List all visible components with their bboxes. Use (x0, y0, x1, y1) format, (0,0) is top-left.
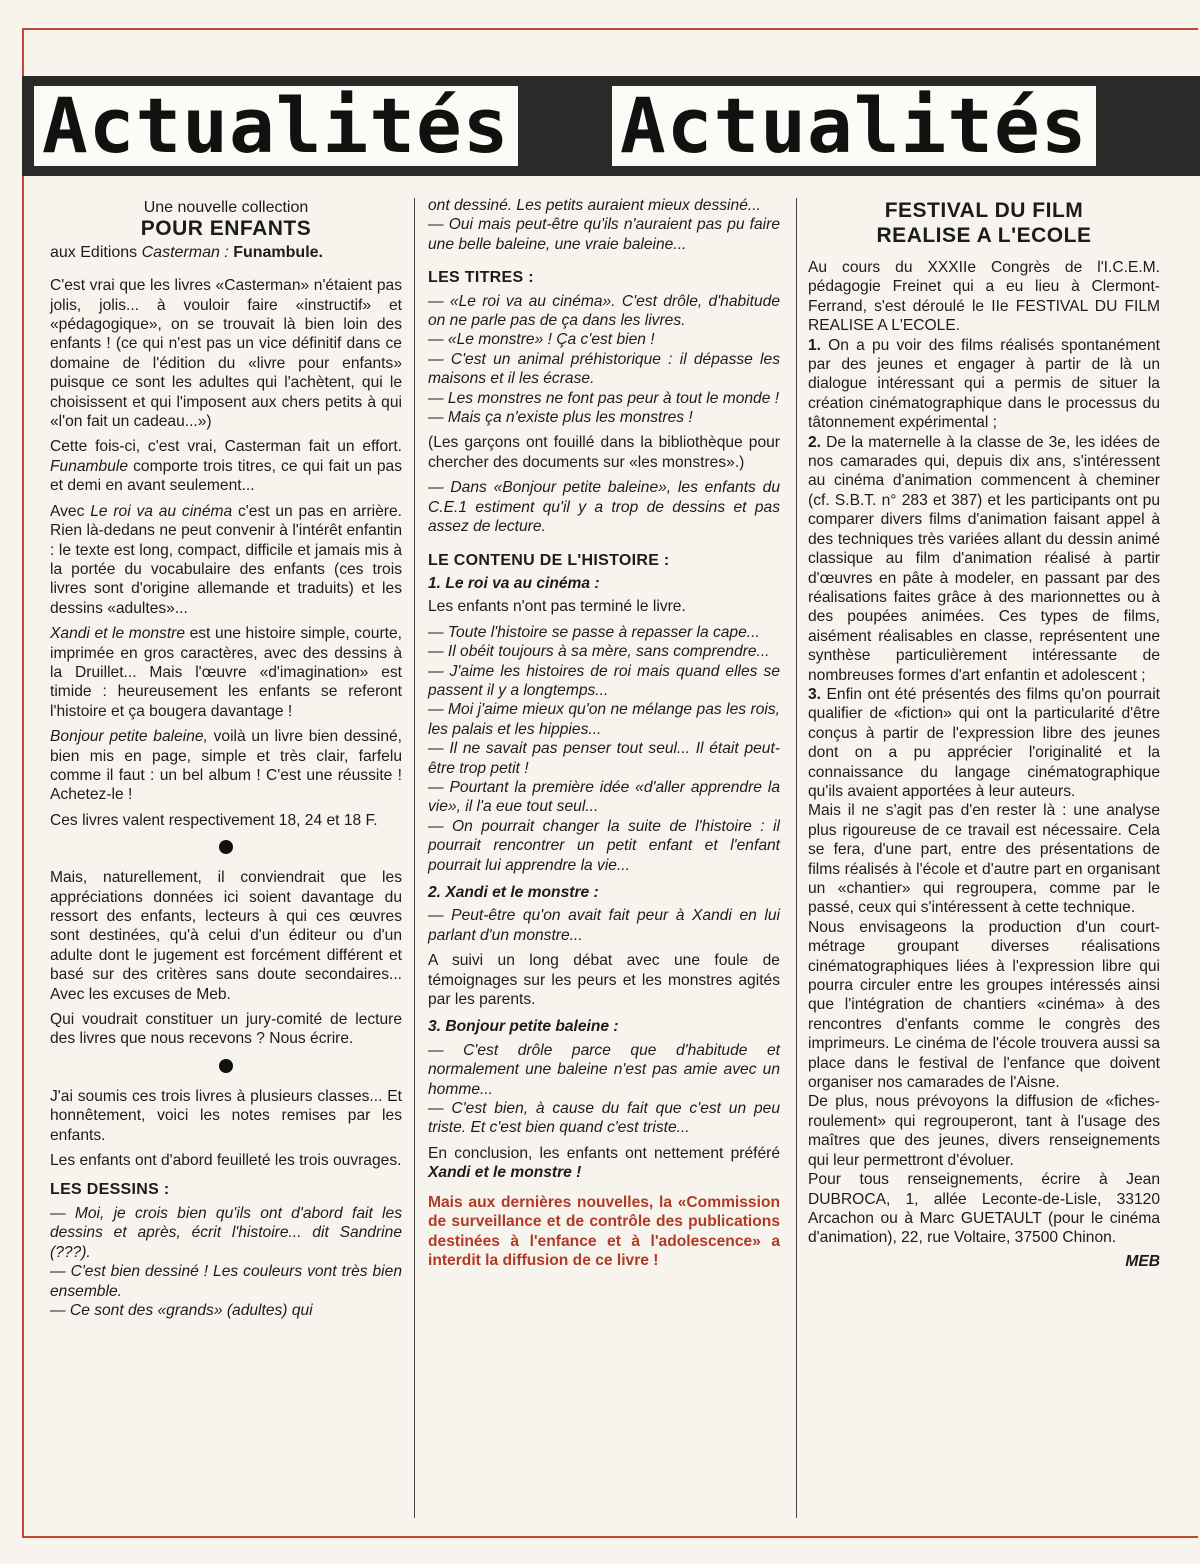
article-kicker: Une nouvelle collection (143, 199, 309, 216)
column-rule-1 (414, 198, 415, 1518)
quote: — J'aime les histoires de roi mais quand elles se passent il y a longtemps... (428, 662, 780, 699)
paragraph: Qui voudrait constituer un jury-comité de lecture des livres que nous recevons ? Nous écrire. (50, 1011, 402, 1048)
paragraph: Mais il ne s'agit pas d'en rester là : une analyse plus rigoureuse de ce travail est nécessaire. Cela se fera, d'une part, entre des présentations de films réalisés à l'école et d'autre part en organisant un «chantier» qui regroupera, comme par le passé, ceux qui s'intéressent à cette technique. (808, 802, 1160, 917)
quote: — Moi, je crois bien qu'ils ont d'abord fait les dessins et après, écrit l'histoire... dit Sandrine (???). (50, 1204, 402, 1261)
quote: — Les monstres ne font pas peur à tout le monde ! (428, 389, 780, 407)
paragraph (808, 336, 1160, 433)
left-column (50, 198, 402, 1320)
article-title: POUR ENFANTS (140, 217, 312, 241)
quote: — Il obéit toujours à sa mère, sans comprendre... (428, 643, 770, 661)
text: Xandi et le monstre (50, 625, 186, 643)
text: De la maternelle à la classe de 3e, les idées de nos camarades qui, depuis dix ans, s'intéressent au cinéma d'animation commencent à cheminer (cf. S.B.T. n° 283 et 387) et les participants ont pu comparer divers films d'animation faisant appel à des techniques très variées allant du dessin animé classique au film d'animation réalisé à partir d'œuvres en pâte à modeler, en passant par des réalisations faites grâce à des marionnettes ou à des poupées animées. Ces types de films, aisément réalisables en classe, représentent une synthèse particulièrement intéressante de nombreuses formes d'art enfantin et adolescent ; (808, 433, 1160, 684)
paragraph: C'est vrai que les livres «Casterman» n'étaient pas jolis, jolis... à vouloir faire «instructif» et «pédagogique», on se trouvait là bien loin des enfants ! (ce qui n'est pas un vice définitif dans ce domaine de l'édition du «livre pour enfants» puisque ce sont les adultes qui l'achètent, qui le choisissent et qui l'imposent aux chers petits à qui «l'on fait un cadeau...») (50, 277, 402, 431)
text: comporte trois titres, ce qui fait un pas et demi en avant seulement... (50, 457, 402, 495)
paragraph (50, 437, 402, 495)
quote: — Il ne savait pas penser tout seul... Il était peut-être trop petit ! (428, 740, 780, 777)
paragraph: De plus, nous prévoyons la diffusion de «fiches-roulement» qui regrouperont, tant à l'usage des maîtres que des jeunes, divers renseignements qui leur permettront d'évoluer. (808, 1093, 1160, 1169)
quote: — Dans «Bonjour petite baleine», les enfants du C.E.1 estiment qu'il y a trop de dessins et pas assez de lecture. (428, 479, 780, 536)
signature: MEB (1125, 1252, 1160, 1270)
text: Le roi va au cinéma (90, 502, 233, 520)
collection-name: Funambule. (233, 243, 323, 261)
article-subtitle (50, 243, 402, 262)
bullet-separator (219, 1059, 233, 1073)
paragraph: (Les garçons ont fouillé dans la bibliothèque pour chercher des documents sur «les monstres».) (428, 434, 780, 471)
text: Funambule (50, 457, 129, 475)
banner-word-2: Actualités (612, 86, 1096, 166)
paragraph: Les enfants ont d'abord feuilleté les trois ouvrages. (50, 1152, 402, 1170)
warning-note: Mais aux dernières nouvelles, la «Commission de surveillance et de contrôle des publications destinées à l'enfance et à l'adolescence» a interdit la diffusion de ce livre ! (428, 1193, 780, 1269)
quote: — On pourrait changer la suite de l'histoire : il pourrait rencontrer un petit enfant et l'enfant pourrait lui apprendre la vie... (428, 817, 780, 874)
quote: — C'est bien, à cause du fait que c'est un peu triste. Et c'est bien quand c'est triste... (428, 1100, 780, 1137)
text: voilà un livre bien dessiné, bien mis en page, simple et très clair, farfelu comme il faut : un bel album ! C'est une réussite ! Achetez-le ! (50, 728, 402, 804)
text: Cette fois-ci, c'est vrai, Casterman fait un effort. (50, 438, 402, 456)
paragraph: Mais, naturellement, il conviendrait que les appréciations données ici soient davantage du ressort des enfants, lecteurs à qui ces œuvres sont destinées, qu'à celui d'un éditeur ou d'un adulte dont le jugement est forcément différent et basé sur des critères sans doute secondaires... Avec les excuses de Meb. (50, 869, 402, 1003)
column-rule-2 (796, 198, 797, 1518)
section-heading: LE CONTENU DE L'HISTOIRE : (428, 551, 670, 569)
subheading: 1. Le roi va au cinéma : (428, 574, 600, 592)
title-line: FESTIVAL DU FILM (884, 199, 1084, 222)
text: est une histoire simple, courte, imprimée en gros caractères, avec des dessins à la Druillet... Mais l'œuvre «d'imagination» est timide : heureusement les enfants se referont l'histoire et ça bougera davantage ! (50, 625, 402, 720)
section-heading: LES TITRES : (428, 269, 534, 287)
paragraph (50, 727, 402, 805)
quote: — Peut-être qu'on avait fait peur à Xandi en lui parlant d'un monstre... (428, 907, 780, 944)
subheading: 3. Bonjour petite baleine : (428, 1018, 619, 1036)
festival-title (808, 198, 1160, 248)
paragraph: Nous envisageons la production d'un court-métrage groupant diverses réalisations cinématographiques liées à l'expression libre qui pourra circuler entre les groupes intéressés ainsi que l'intégration de chantiers «cinéma» à des rencontres d'enfants comme le congrès des imprimeurs. Le cinéma de l'école trouvera aussi sa place dans le festival de l'enfance que doivent organiser nos camarades de l'Aisne. (808, 918, 1160, 1092)
paragraph: J'ai soumis ces trois livres à plusieurs classes... Et honnêtement, voici les notes remises par les enfants. (50, 1087, 402, 1144)
text: Enfin ont été présentés des films qu'on pourrait qualifier de «fiction» qui ont la particularité d'être conçus à partir de l'expression libre des jeunes dont on a pu apprécier l'originalité et la connaissance du langage cinématographique qu'ils avaient apportées à leur auteurs. (808, 685, 1160, 800)
quote: — «Le monstre» ! Ça c'est bien ! (428, 331, 655, 349)
quote: — Pourtant la première idée «d'aller apprendre la vie», il l'a eue tout seul... (428, 778, 780, 816)
quote: — Oui mais peut-être qu'ils n'auraient pas pu faire une belle baleine, une vraie baleine... (428, 216, 780, 253)
paragraph: Les enfants n'ont pas terminé le livre. (428, 598, 686, 616)
quote: — C'est un animal préhistorique : il dépasse les maisons et il les écrase. (428, 350, 780, 388)
text: Avec (50, 502, 91, 520)
paragraph (808, 433, 1160, 685)
publisher-name: Casterman : (141, 243, 229, 261)
quote: — Mais ça n'existe plus les monstres ! (428, 409, 693, 427)
header-banner (22, 76, 1200, 176)
paragraph: A suivi un long débat avec une foule de témoignages sur les peurs et les monstres agités par les parents. (428, 952, 780, 1009)
paragraph (50, 502, 402, 618)
quote: — «Le roi va au cinéma». C'est drôle, d'habitude on ne parle pas de ça dans les livres. (428, 292, 780, 330)
quote: — C'est drôle parce que d'habitude et normalement une baleine n'est pas amie avec un homme... (428, 1041, 780, 1098)
bullet-separator (219, 840, 233, 854)
quote: — Ce sont des «grands» (adultes) qui (50, 1301, 313, 1319)
quote: — Toute l'histoire se passe à repasser la cape... (428, 623, 760, 641)
text: c'est un pas en arrière. Rien là-dedans ne peut convenir à l'intérêt enfantin : le texte est long, compact, difficile et jamais mis à la portée du vocabulaire des enfants (ces trois livres sont d'origine allemande et traduits) et les dessins «adultes»... (50, 502, 403, 617)
right-column (808, 198, 1160, 1271)
paragraph (428, 1144, 780, 1183)
item-number: 2. (808, 433, 822, 451)
text: En conclusion, les enfants ont nettement préféré (428, 1144, 780, 1162)
quote: ont dessiné. Les petits auraient mieux dessiné... (428, 197, 761, 214)
paragraph (50, 624, 402, 721)
text: Bonjour petite baleine, (50, 728, 208, 746)
middle-column (428, 196, 780, 1276)
publisher-prefix: aux Editions (50, 243, 142, 261)
quote: — C'est bien dessiné ! Les couleurs vont très bien ensemble. (50, 1263, 402, 1300)
item-number: 3. (808, 685, 822, 703)
paragraph (808, 685, 1160, 801)
section-heading: LES DESSINS : (50, 1181, 170, 1199)
paragraph: Ces livres valent respectivement 18, 24 et 18 F. (50, 811, 378, 829)
item-number: 1. (808, 336, 822, 354)
quote: — Moi j'aime mieux qu'on ne mélange pas les rois, les palais et les hippies... (428, 701, 780, 738)
paragraph: Au cours du XXXIIe Congrès de l'I.C.E.M. pédagogie Freinet qui a eu lieu à Clermont-Ferrand, s'est déroulé le IIe FESTIVAL DU FILM REALISE A L'ECOLE. (808, 259, 1160, 335)
subheading: 2. Xandi et le monstre : (428, 884, 599, 901)
title-line: REALISE A L'ECOLE (876, 224, 1092, 247)
text: On a pu voir des films réalisés spontanément par des jeunes et engager à partir de là un dialogue intéressant qui a permis de situer la création cinématographique dans le processus du tâtonnement expérimental ; (808, 336, 1160, 432)
paragraph: Pour tous renseignements, écrire à Jean DUBROCA, 1, allée Leconte-de-Lisle, 33120 Arcachon ou à Marc GUETAULT (pour le cinéma d'animation), 22, rue Voltaire, 37500 Chinon. (808, 1171, 1160, 1247)
text: Xandi et le monstre ! (428, 1164, 582, 1182)
banner-word-1: Actualités (34, 86, 518, 166)
